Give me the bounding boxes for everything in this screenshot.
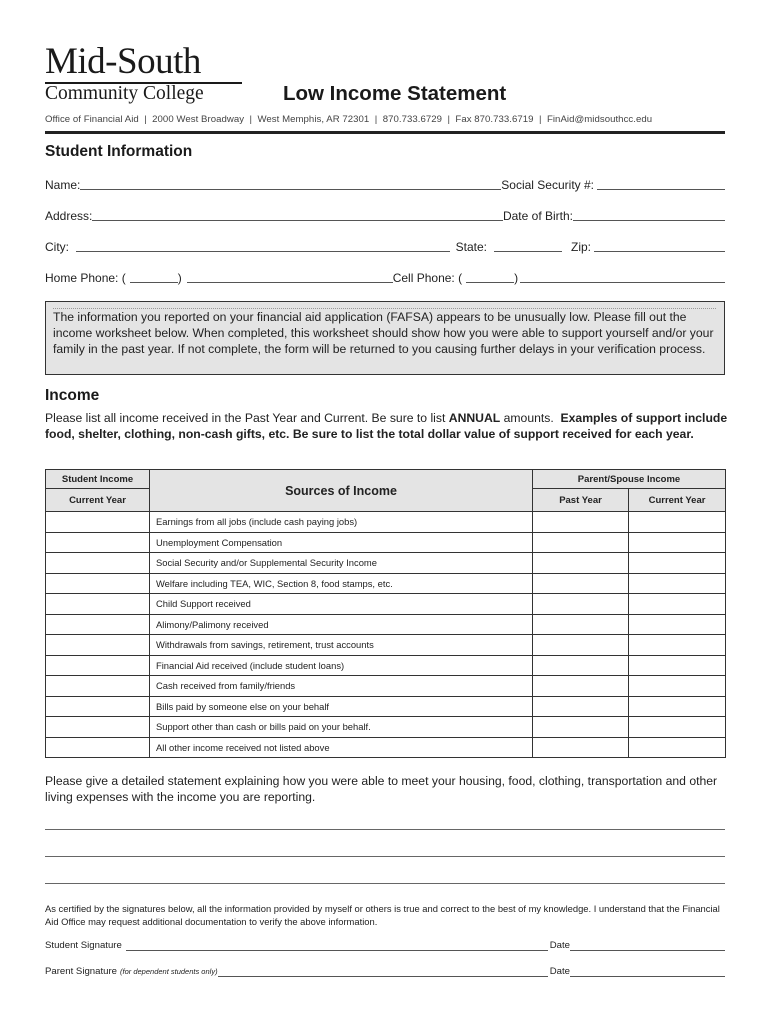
parent-current-year-header: Current Year (629, 489, 726, 512)
name-label: Name: (45, 178, 81, 192)
zip-field[interactable] (594, 240, 725, 252)
statement-line-2[interactable] (45, 856, 725, 857)
income-intro (45, 411, 730, 443)
parent-current-year-cell[interactable] (629, 655, 726, 676)
income-intro-mid: amounts. (500, 411, 561, 425)
address-field[interactable] (92, 209, 503, 221)
income-source-label: Earnings from all jobs (include cash paying jobs) (150, 512, 533, 533)
cell-phone-field[interactable] (520, 271, 725, 283)
parent-current-year-cell[interactable] (629, 573, 726, 594)
income-source-label: Withdrawals from savings, retirement, trust accounts (150, 635, 533, 656)
notice-text: The information you reported on your financial aid application (FAFSA) appears to be unusually low. Please fill out the income worksheet below. When completed, this worksheet should show how you were able to support yourself and/or your family in the past year. If not complete, the form will be returned to you causing further delays in your verification process. (53, 308, 716, 357)
name-row (45, 176, 725, 192)
parent-past-year-cell[interactable] (533, 696, 629, 717)
income-row (46, 696, 726, 717)
parent-current-year-cell[interactable] (629, 614, 726, 635)
income-source-label: Unemployment Compensation (150, 532, 533, 553)
parent-past-year-cell[interactable] (533, 655, 629, 676)
parent-current-year-cell[interactable] (629, 696, 726, 717)
student-date-field[interactable] (570, 941, 725, 951)
student-current-year-cell[interactable] (46, 512, 150, 533)
parent-current-year-cell[interactable] (629, 553, 726, 574)
state-label: State: (455, 240, 487, 254)
student-income-header: Student Income (46, 470, 150, 489)
student-current-year-cell[interactable] (46, 717, 150, 738)
parent-past-year-cell[interactable] (533, 635, 629, 656)
parent-past-year-cell[interactable] (533, 594, 629, 615)
contact-line: Office of Financial Aid | 2000 West Broadway | West Memphis, AR 72301 | 870.733.6729 | Fax 870.733.6719 | FinAid@midsouthcc.edu (45, 114, 653, 125)
city-field[interactable] (76, 240, 450, 252)
income-source-label: Alimony/Palimony received (150, 614, 533, 635)
logo-main-text: Mid-South (45, 41, 201, 82)
student-current-year-cell[interactable] (46, 614, 150, 635)
ssn-field[interactable] (597, 178, 725, 190)
parent-current-year-cell[interactable] (629, 532, 726, 553)
phone-row (45, 269, 725, 285)
student-current-year-cell[interactable] (46, 737, 150, 758)
parent-current-year-cell[interactable] (629, 512, 726, 533)
document-title: Low Income Statement (283, 82, 507, 105)
income-row (46, 573, 726, 594)
statement-prompt: Please give a detailed statement explaining how you were able to meet your housing, food, clothing, transportation and other living expenses with the income you are reporting. (45, 774, 718, 804)
parent-past-year-cell[interactable] (533, 717, 629, 738)
income-intro-text: Please list all income received in the Past Year and Current. Be sure to list (45, 411, 449, 425)
college-logo (45, 41, 265, 104)
income-source-label: Child Support received (150, 594, 533, 615)
state-field[interactable] (494, 240, 562, 252)
income-row (46, 635, 726, 656)
dob-field[interactable] (573, 209, 725, 221)
student-current-year-cell[interactable] (46, 655, 150, 676)
income-source-label: Financial Aid received (include student loans) (150, 655, 533, 676)
student-current-year-header: Current Year (46, 489, 150, 512)
income-source-label: Social Security and/or Supplemental Security Income (150, 553, 533, 574)
logo-sub-text: Community College (45, 83, 204, 104)
income-row (46, 594, 726, 615)
header-rule (45, 131, 725, 134)
income-row (46, 737, 726, 758)
student-date-label: Date (549, 940, 570, 951)
home-area-code-field[interactable] (130, 271, 178, 283)
statement-line-1[interactable] (45, 829, 725, 830)
home-phone-paren: ) (177, 271, 182, 285)
parent-date-label: Date (549, 966, 570, 977)
parent-current-year-cell[interactable] (629, 635, 726, 656)
student-current-year-cell[interactable] (46, 676, 150, 697)
parent-past-year-cell[interactable] (533, 553, 629, 574)
city-label: City: (45, 240, 69, 254)
student-info-heading: Student Information (45, 143, 193, 160)
address-row (45, 207, 725, 223)
parent-past-year-cell[interactable] (533, 676, 629, 697)
cell-phone-label: Cell Phone: ( (392, 271, 463, 285)
parent-date-field[interactable] (570, 967, 725, 977)
parent-current-year-cell[interactable] (629, 737, 726, 758)
income-source-label: Cash received from family/friends (150, 676, 533, 697)
notice-box (45, 301, 725, 375)
student-signature-row (45, 939, 725, 953)
income-row (46, 614, 726, 635)
income-source-label: Bills paid by someone else on your behalf (150, 696, 533, 717)
parent-past-year-cell[interactable] (533, 573, 629, 594)
student-current-year-cell[interactable] (46, 696, 150, 717)
income-row (46, 553, 726, 574)
student-signature-field[interactable] (126, 941, 548, 951)
home-phone-field[interactable] (187, 271, 393, 283)
income-row (46, 655, 726, 676)
home-phone-label: Home Phone: ( (45, 271, 126, 285)
income-source-label: All other income received not listed above (150, 737, 533, 758)
parent-current-year-cell[interactable] (629, 717, 726, 738)
city-row (45, 238, 725, 254)
parent-signature-label: Parent Signature (45, 966, 117, 977)
statement-line-3[interactable] (45, 883, 725, 884)
parent-signature-row (45, 965, 725, 979)
address-label: Address: (45, 209, 93, 223)
income-row (46, 532, 726, 553)
income-source-label: Support other than cash or bills paid on your behalf. (150, 717, 533, 738)
parent-past-year-cell[interactable] (533, 512, 629, 533)
student-signature-label: Student Signature (45, 940, 122, 951)
income-row (46, 676, 726, 697)
parent-signature-field[interactable] (218, 967, 548, 977)
parent-income-header: Parent/Spouse Income (533, 470, 726, 489)
income-row (46, 717, 726, 738)
student-current-year-cell[interactable] (46, 573, 150, 594)
zip-label: Zip: (570, 240, 591, 254)
cell-area-code-field[interactable] (466, 271, 514, 283)
income-table (45, 469, 726, 758)
parent-past-year-cell[interactable] (533, 614, 629, 635)
parent-signature-note: (for dependent students only) (120, 967, 218, 976)
income-intro-annual: ANNUAL (448, 411, 501, 425)
student-current-year-cell[interactable] (46, 553, 150, 574)
name-field[interactable] (80, 178, 501, 190)
sources-header: Sources of Income (150, 470, 533, 512)
parent-current-year-cell[interactable] (629, 594, 726, 615)
parent-current-year-cell[interactable] (629, 676, 726, 697)
income-source-label: Welfare including TEA, WIC, Section 8, food stamps, etc. (150, 573, 533, 594)
income-heading: Income (45, 387, 100, 404)
student-current-year-cell[interactable] (46, 635, 150, 656)
ssn-label: Social Security #: (501, 178, 594, 192)
cell-phone-paren: ) (514, 271, 519, 285)
parent-past-year-header: Past Year (533, 489, 629, 512)
income-row (46, 512, 726, 533)
income-intro-examples: Examples of support include food, shelter, clothing, non-cash gifts, etc. Be sure to list the total dollar value of support received for each year. (45, 411, 728, 441)
parent-past-year-cell[interactable] (533, 737, 629, 758)
certification-text: As certified by the signatures below, all the information provided by myself or others is true and correct to the best of my knowledge. I understand that the Financial Aid Office may request additional documentation to verify the above information. (45, 903, 720, 927)
student-current-year-cell[interactable] (46, 594, 150, 615)
parent-past-year-cell[interactable] (533, 532, 629, 553)
student-current-year-cell[interactable] (46, 532, 150, 553)
dob-label: Date of Birth: (502, 209, 573, 223)
